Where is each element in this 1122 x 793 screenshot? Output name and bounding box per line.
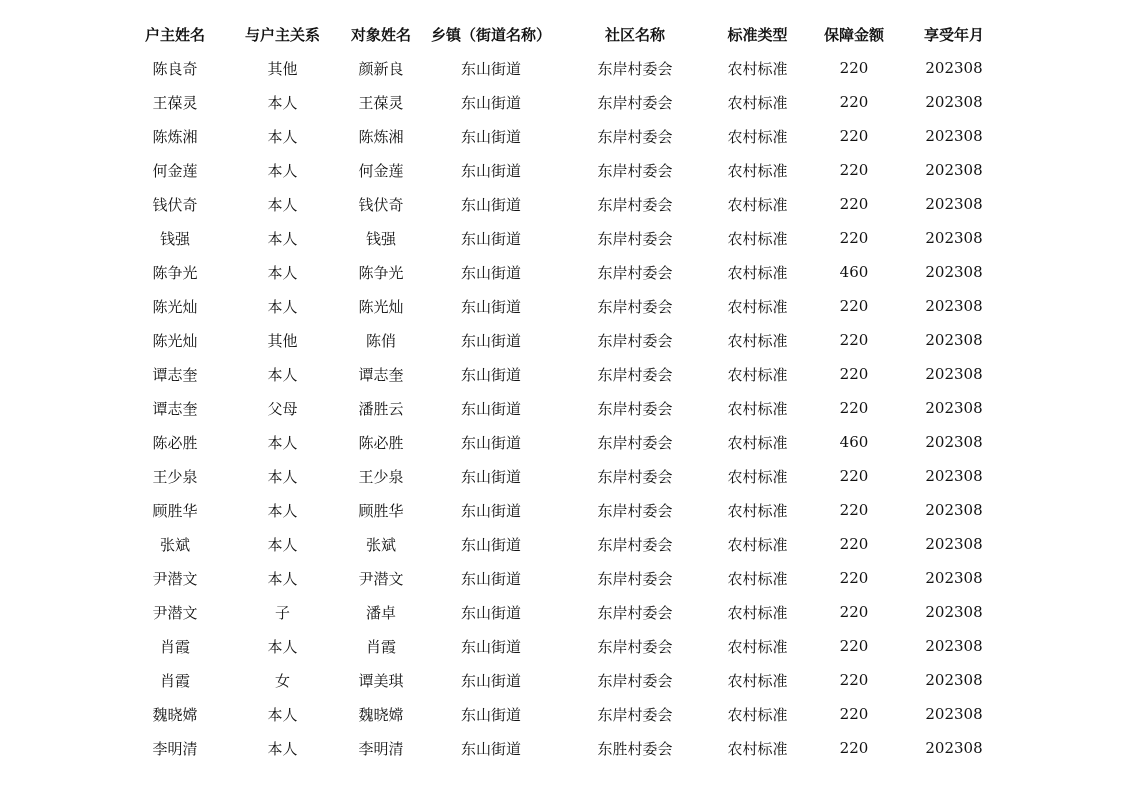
relationship-cell: 本人 xyxy=(267,739,298,758)
header-relationship: 与户主关系 xyxy=(244,25,320,44)
standard-type-cell: 农村标准 xyxy=(727,229,788,248)
table-row xyxy=(120,493,1000,527)
table-row xyxy=(120,51,1000,85)
table-row xyxy=(120,119,1000,153)
standard-type-cell: 农村标准 xyxy=(727,365,788,384)
town-street-cell: 东山街道 xyxy=(460,705,521,724)
table-row xyxy=(120,289,1000,323)
community-cell: 东岸村委会 xyxy=(597,229,673,248)
month-cell: 202308 xyxy=(925,195,983,213)
community-cell: 东岸村委会 xyxy=(597,705,673,724)
table-row xyxy=(120,663,1000,697)
amount-cell: 220 xyxy=(839,297,869,315)
table-row xyxy=(120,85,1000,119)
recipient-name-cell: 王少泉 xyxy=(358,467,404,486)
household-head-cell: 张斌 xyxy=(159,535,190,554)
relationship-cell: 本人 xyxy=(267,705,298,724)
table-row xyxy=(120,187,1000,221)
month-cell: 202308 xyxy=(925,501,983,519)
town-street-cell: 东山街道 xyxy=(460,229,521,248)
relationship-cell: 本人 xyxy=(267,195,298,214)
month-cell: 202308 xyxy=(925,161,983,179)
town-street-cell: 东山街道 xyxy=(460,467,521,486)
month-cell: 202308 xyxy=(925,705,983,723)
amount-cell: 220 xyxy=(839,603,869,621)
recipient-name-cell: 陈俏 xyxy=(365,331,396,350)
standard-type-cell: 农村标准 xyxy=(727,93,788,112)
benefit-roster-table xyxy=(120,17,1000,765)
community-cell: 东岸村委会 xyxy=(597,603,673,622)
month-cell: 202308 xyxy=(925,467,983,485)
relationship-cell: 本人 xyxy=(267,297,298,316)
town-street-cell: 东山街道 xyxy=(460,569,521,588)
table-row xyxy=(120,697,1000,731)
town-street-cell: 东山街道 xyxy=(460,671,521,690)
household-head-cell: 谭志奎 xyxy=(152,365,198,384)
table-row xyxy=(120,221,1000,255)
household-head-cell: 谭志奎 xyxy=(152,399,198,418)
standard-type-cell: 农村标准 xyxy=(727,59,788,78)
header-amount: 保障金额 xyxy=(823,25,884,44)
recipient-name-cell: 陈必胜 xyxy=(358,433,404,452)
month-cell: 202308 xyxy=(925,535,983,553)
month-cell: 202308 xyxy=(925,569,983,587)
community-cell: 东岸村委会 xyxy=(597,433,673,452)
amount-cell: 220 xyxy=(839,331,869,349)
month-cell: 202308 xyxy=(925,637,983,655)
household-head-cell: 钱伏奇 xyxy=(152,195,198,214)
month-cell: 202308 xyxy=(925,433,983,451)
relationship-cell: 本人 xyxy=(267,637,298,656)
recipient-name-cell: 潘卓 xyxy=(365,603,396,622)
table-row xyxy=(120,255,1000,289)
town-street-cell: 东山街道 xyxy=(460,331,521,350)
standard-type-cell: 农村标准 xyxy=(727,535,788,554)
amount-cell: 220 xyxy=(839,535,869,553)
town-street-cell: 东山街道 xyxy=(460,59,521,78)
table-row xyxy=(120,629,1000,663)
community-cell: 东岸村委会 xyxy=(597,263,673,282)
amount-cell: 220 xyxy=(839,637,869,655)
community-cell: 东岸村委会 xyxy=(597,365,673,384)
standard-type-cell: 农村标准 xyxy=(727,297,788,316)
community-cell: 东岸村委会 xyxy=(597,637,673,656)
header-row xyxy=(120,17,1000,51)
community-cell: 东岸村委会 xyxy=(597,467,673,486)
recipient-name-cell: 张斌 xyxy=(365,535,396,554)
amount-cell: 460 xyxy=(839,433,869,451)
household-head-cell: 王少泉 xyxy=(152,467,198,486)
amount-cell: 220 xyxy=(839,501,869,519)
table-row xyxy=(120,595,1000,629)
recipient-name-cell: 潘胜云 xyxy=(358,399,404,418)
town-street-cell: 东山街道 xyxy=(460,93,521,112)
recipient-name-cell: 颜新良 xyxy=(358,59,404,78)
month-cell: 202308 xyxy=(925,603,983,621)
community-cell: 东岸村委会 xyxy=(597,161,673,180)
amount-cell: 220 xyxy=(839,59,869,77)
relationship-cell: 本人 xyxy=(267,569,298,588)
town-street-cell: 东山街道 xyxy=(460,501,521,520)
recipient-name-cell: 谭志奎 xyxy=(358,365,404,384)
recipient-name-cell: 李明清 xyxy=(358,739,404,758)
community-cell: 东岸村委会 xyxy=(597,399,673,418)
standard-type-cell: 农村标准 xyxy=(727,705,788,724)
household-head-cell: 魏晓嫦 xyxy=(152,705,198,724)
recipient-name-cell: 钱伏奇 xyxy=(358,195,404,214)
town-street-cell: 东山街道 xyxy=(460,399,521,418)
month-cell: 202308 xyxy=(925,59,983,77)
household-head-cell: 陈争光 xyxy=(152,263,198,282)
household-head-cell: 陈光灿 xyxy=(152,297,198,316)
town-street-cell: 东山街道 xyxy=(460,195,521,214)
month-cell: 202308 xyxy=(925,93,983,111)
standard-type-cell: 农村标准 xyxy=(727,569,788,588)
amount-cell: 220 xyxy=(839,671,869,689)
recipient-name-cell: 尹潜文 xyxy=(358,569,404,588)
table-row xyxy=(120,527,1000,561)
town-street-cell: 东山街道 xyxy=(460,365,521,384)
relationship-cell: 子 xyxy=(274,603,290,622)
relationship-cell: 本人 xyxy=(267,365,298,384)
month-cell: 202308 xyxy=(925,365,983,383)
recipient-name-cell: 谭美琪 xyxy=(358,671,404,690)
town-street-cell: 东山街道 xyxy=(460,637,521,656)
town-street-cell: 东山街道 xyxy=(460,739,521,758)
document-page xyxy=(0,17,1122,765)
household-head-cell: 何金莲 xyxy=(152,161,198,180)
relationship-cell: 本人 xyxy=(267,263,298,282)
month-cell: 202308 xyxy=(925,263,983,281)
header-standard-type: 标准类型 xyxy=(727,25,788,44)
amount-cell: 460 xyxy=(839,263,869,281)
household-head-cell: 肖霞 xyxy=(159,637,190,656)
table-row xyxy=(120,731,1000,765)
community-cell: 东岸村委会 xyxy=(597,535,673,554)
town-street-cell: 东山街道 xyxy=(460,297,521,316)
recipient-name-cell: 顾胜华 xyxy=(358,501,404,520)
relationship-cell: 父母 xyxy=(267,399,298,418)
town-street-cell: 东山街道 xyxy=(460,161,521,180)
month-cell: 202308 xyxy=(925,399,983,417)
household-head-cell: 肖霞 xyxy=(159,671,190,690)
relationship-cell: 本人 xyxy=(267,433,298,452)
month-cell: 202308 xyxy=(925,739,983,757)
amount-cell: 220 xyxy=(839,161,869,179)
relationship-cell: 其他 xyxy=(267,331,298,350)
standard-type-cell: 农村标准 xyxy=(727,331,788,350)
header-household-head: 户主姓名 xyxy=(144,25,205,44)
recipient-name-cell: 钱强 xyxy=(365,229,396,248)
table-row xyxy=(120,153,1000,187)
amount-cell: 220 xyxy=(839,195,869,213)
standard-type-cell: 农村标准 xyxy=(727,739,788,758)
month-cell: 202308 xyxy=(925,297,983,315)
community-cell: 东岸村委会 xyxy=(597,297,673,316)
standard-type-cell: 农村标准 xyxy=(727,501,788,520)
table-row xyxy=(120,561,1000,595)
household-head-cell: 尹潜文 xyxy=(152,603,198,622)
standard-type-cell: 农村标准 xyxy=(727,161,788,180)
recipient-name-cell: 陈争光 xyxy=(358,263,404,282)
standard-type-cell: 农村标准 xyxy=(727,433,788,452)
amount-cell: 220 xyxy=(839,229,869,247)
amount-cell: 220 xyxy=(839,467,869,485)
table-row xyxy=(120,391,1000,425)
standard-type-cell: 农村标准 xyxy=(727,399,788,418)
household-head-cell: 尹潜文 xyxy=(152,569,198,588)
town-street-cell: 东山街道 xyxy=(460,127,521,146)
month-cell: 202308 xyxy=(925,127,983,145)
relationship-cell: 本人 xyxy=(267,93,298,112)
relationship-cell: 本人 xyxy=(267,501,298,520)
standard-type-cell: 农村标准 xyxy=(727,467,788,486)
community-cell: 东岸村委会 xyxy=(597,93,673,112)
recipient-name-cell: 王葆灵 xyxy=(358,93,404,112)
recipient-name-cell: 魏晓嫦 xyxy=(358,705,404,724)
relationship-cell: 本人 xyxy=(267,535,298,554)
header-month: 享受年月 xyxy=(923,25,984,44)
header-recipient-name: 对象姓名 xyxy=(350,25,411,44)
standard-type-cell: 农村标准 xyxy=(727,263,788,282)
amount-cell: 220 xyxy=(839,399,869,417)
recipient-name-cell: 肖霞 xyxy=(365,637,396,656)
community-cell: 东岸村委会 xyxy=(597,671,673,690)
amount-cell: 220 xyxy=(839,93,869,111)
header-community: 社区名称 xyxy=(604,25,665,44)
table-row xyxy=(120,459,1000,493)
amount-cell: 220 xyxy=(839,739,869,757)
household-head-cell: 李明清 xyxy=(152,739,198,758)
header-town-street: 乡镇（街道名称） xyxy=(430,25,551,44)
amount-cell: 220 xyxy=(839,705,869,723)
standard-type-cell: 农村标准 xyxy=(727,603,788,622)
amount-cell: 220 xyxy=(839,569,869,587)
table-row xyxy=(120,323,1000,357)
town-street-cell: 东山街道 xyxy=(460,603,521,622)
recipient-name-cell: 陈光灿 xyxy=(358,297,404,316)
household-head-cell: 王葆灵 xyxy=(152,93,198,112)
community-cell: 东岸村委会 xyxy=(597,195,673,214)
table-row xyxy=(120,357,1000,391)
table-body xyxy=(120,51,1000,765)
household-head-cell: 顾胜华 xyxy=(152,501,198,520)
relationship-cell: 其他 xyxy=(267,59,298,78)
household-head-cell: 陈炼湘 xyxy=(152,127,198,146)
community-cell: 东岸村委会 xyxy=(597,59,673,78)
relationship-cell: 女 xyxy=(274,671,290,690)
household-head-cell: 陈光灿 xyxy=(152,331,198,350)
community-cell: 东岸村委会 xyxy=(597,569,673,588)
relationship-cell: 本人 xyxy=(267,229,298,248)
recipient-name-cell: 何金莲 xyxy=(358,161,404,180)
recipient-name-cell: 陈炼湘 xyxy=(358,127,404,146)
relationship-cell: 本人 xyxy=(267,161,298,180)
month-cell: 202308 xyxy=(925,671,983,689)
standard-type-cell: 农村标准 xyxy=(727,127,788,146)
household-head-cell: 钱强 xyxy=(159,229,190,248)
table-row xyxy=(120,425,1000,459)
standard-type-cell: 农村标准 xyxy=(727,671,788,690)
town-street-cell: 东山街道 xyxy=(460,535,521,554)
standard-type-cell: 农村标准 xyxy=(727,195,788,214)
month-cell: 202308 xyxy=(925,331,983,349)
amount-cell: 220 xyxy=(839,365,869,383)
community-cell: 东岸村委会 xyxy=(597,331,673,350)
household-head-cell: 陈良奇 xyxy=(152,59,198,78)
community-cell: 东岸村委会 xyxy=(597,501,673,520)
community-cell: 东胜村委会 xyxy=(597,739,673,758)
relationship-cell: 本人 xyxy=(267,467,298,486)
standard-type-cell: 农村标准 xyxy=(727,637,788,656)
town-street-cell: 东山街道 xyxy=(460,263,521,282)
amount-cell: 220 xyxy=(839,127,869,145)
community-cell: 东岸村委会 xyxy=(597,127,673,146)
relationship-cell: 本人 xyxy=(267,127,298,146)
household-head-cell: 陈必胜 xyxy=(152,433,198,452)
month-cell: 202308 xyxy=(925,229,983,247)
town-street-cell: 东山街道 xyxy=(460,433,521,452)
